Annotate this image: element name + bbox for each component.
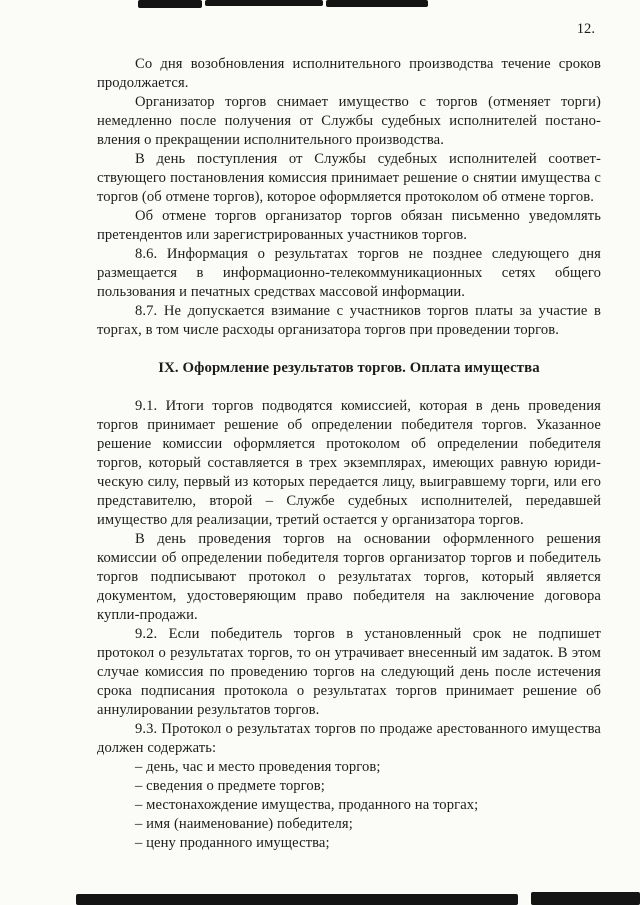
list-item: – сведения о предмете торгов; — [135, 778, 325, 794]
paragraph: Об отмене торгов организатор торгов обязан письменно уведомлять претендентов или зарегистрированных участников торгов. — [97, 208, 601, 243]
paragraph: 8.7. Не допускается взимание с участников торгов платы за участие в торгах, в том числе расходы организатора торгов при проведении торгов. — [97, 303, 601, 338]
paragraph: Организатор торгов снимает имущество с торгов (отменяет торги) немедленно после получения от Службы судебных исполнителей постано-вления о прекращении исполнительного производства. — [97, 94, 601, 148]
dash-list — [97, 758, 601, 853]
paragraph: 8.6. Информация о результатах торгов не позднее следующего дня размещается в информационно-телекоммуникационных сетях общего пользования и печатных средствах массовой информации. — [97, 246, 601, 300]
paragraph: В день проведения торгов на основании оформленного решения комиссии об определении победителя торгов организатор торгов и победитель торгов подписывают протокол о результатах торгов, который является документом, удостоверяющим право победителя на заключение договора купли-продажи. — [97, 531, 601, 623]
list-item: – цену проданного имущества; — [135, 835, 330, 851]
scan-artifact-bottom — [531, 892, 640, 905]
document-content — [97, 20, 601, 853]
scan-artifact-top — [326, 0, 428, 7]
list-item: – день, час и место проведения торгов; — [135, 759, 381, 775]
page-number: 12. — [576, 21, 595, 37]
paragraph: Со дня возобновления исполнительного производства течение сроков продолжается. — [97, 56, 601, 91]
list-item: – имя (наименование) победителя; — [135, 816, 353, 832]
paragraph: 9.2. Если победитель торгов в установленный срок не подпишет протокол о результатах торгов, то он утрачивает внесенный им задаток. В этом случае комиссия по проведению торгов на следующий день после истечения срока подписания протокола о результатах торгов принимает решение об аннулировании результатов торгов. — [97, 626, 601, 718]
paragraph: В день поступления от Службы судебных исполнителей соответ-ствующего постановления комиссия принимает решение о снятии имущества с торгов (об отмене торгов), которое оформляется протоколом об отмене торгов. — [97, 151, 601, 205]
scan-artifact-top — [138, 0, 202, 8]
paragraph: 9.3. Протокол о результатах торгов по продаже арестованного имущества должен содержать: — [97, 721, 601, 756]
scan-artifact-top — [205, 0, 323, 6]
paragraph: 9.1. Итоги торгов подводятся комиссией, которая в день проведения торгов принимает решение об определении победителя торгов. Указанное решение комиссии оформляется протоколом об определении победителя торгов, который составляется в трех экземплярах, имеющих равную юриди-ческую силу, первый из которых передается лицу, выигравшему торги, или его представителю, второй – Службе судебных исполнителей, передавшей имущество для реализации, третий остается у организатора торгов. — [97, 398, 601, 528]
section-heading: IX. Оформление результатов торгов. Оплата имущества — [158, 360, 540, 376]
scan-artifact-bottom — [76, 894, 518, 905]
list-item: – местонахождение имущества, проданного на торгах; — [135, 797, 479, 813]
